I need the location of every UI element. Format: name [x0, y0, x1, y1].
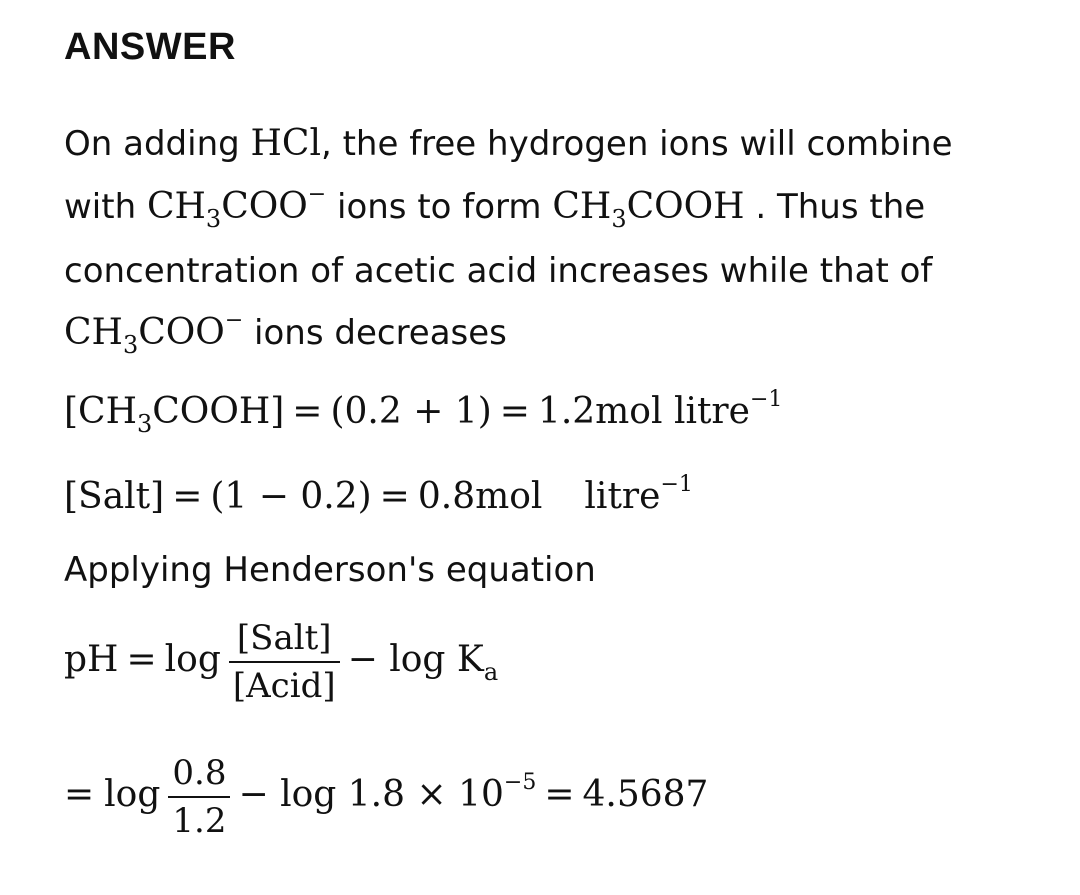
para-line-4 [64, 308, 507, 359]
subscript: 3 [136, 410, 153, 438]
fraction-numerator: [Salt] [236, 618, 332, 658]
fraction [229, 618, 340, 706]
formula-part: COOH [626, 186, 745, 227]
formula-part: CH [64, 312, 123, 353]
hcl-formula: HCl [250, 123, 321, 164]
eq-lhs: [Salt] [64, 476, 165, 517]
log-operator: log [164, 639, 221, 680]
text: ions decreases [243, 313, 507, 353]
eq-tail: − log K [347, 639, 484, 680]
eq-lhs: COOH] [152, 391, 285, 432]
equals-sign: = [64, 774, 95, 815]
equals-sign: = [126, 639, 157, 680]
fraction-bar [168, 796, 230, 798]
equation-acid-concentration [64, 387, 783, 439]
superscript: − [307, 182, 327, 207]
henderson-label: Applying Henderson's equation [64, 550, 596, 590]
formula-part: COO [138, 312, 225, 353]
subscript: 3 [205, 205, 222, 233]
eq-lhs: pH [64, 639, 119, 680]
acetate-formula [146, 182, 327, 233]
superscript: −5 [503, 770, 537, 795]
eq-result: 0.8mol [417, 476, 543, 517]
eq-result-unit: litre [584, 476, 661, 517]
formula-part: CH [552, 186, 612, 227]
answer-heading: ANSWER [64, 26, 236, 68]
equals-sign: = [292, 391, 323, 432]
para-line-1 [64, 124, 953, 164]
equation-ph-result [64, 745, 708, 850]
eq-result: 4.5687 [582, 774, 709, 815]
fraction-numerator: 0.8 [172, 753, 227, 793]
fraction-denominator: 1.2 [172, 801, 227, 841]
text: , the free hydrogen ions will combine [320, 124, 953, 164]
formula-part: CH [146, 186, 206, 227]
formula-part: COO [221, 186, 308, 227]
eq-expression: (1 − 0.2) [210, 476, 372, 517]
subscript: a [483, 658, 499, 686]
equals-sign: = [544, 774, 575, 815]
subscript: 3 [611, 205, 627, 233]
para-line-3: concentration of acetic acid increases while that of [64, 251, 933, 291]
eq-lhs: [CH [64, 391, 137, 432]
equals-sign: = [499, 391, 530, 432]
equation-salt-concentration [64, 472, 693, 524]
fraction-denominator: [Acid] [232, 666, 336, 706]
text: On adding [64, 124, 251, 164]
text: . Thus the [744, 187, 926, 227]
equation-henderson [64, 610, 498, 713]
text: ions to form [326, 187, 553, 227]
superscript: −1 [660, 472, 693, 497]
superscript: −1 [749, 387, 783, 412]
acetic-acid-formula [552, 186, 745, 233]
eq-tail: − log 1.8 × 10 [238, 774, 504, 815]
eq-result: 1.2mol litre [537, 391, 750, 432]
acetate-formula [64, 308, 244, 359]
eq-expression: (0.2 + 1) [330, 391, 492, 432]
para-line-2 [64, 182, 926, 233]
superscript: − [224, 308, 244, 333]
text: with [64, 187, 147, 227]
fraction [168, 753, 230, 841]
equals-sign: = [172, 476, 203, 517]
equals-sign: = [379, 476, 410, 517]
log-operator: log [104, 774, 161, 815]
subscript: 3 [122, 331, 139, 359]
fraction-bar [229, 661, 340, 663]
